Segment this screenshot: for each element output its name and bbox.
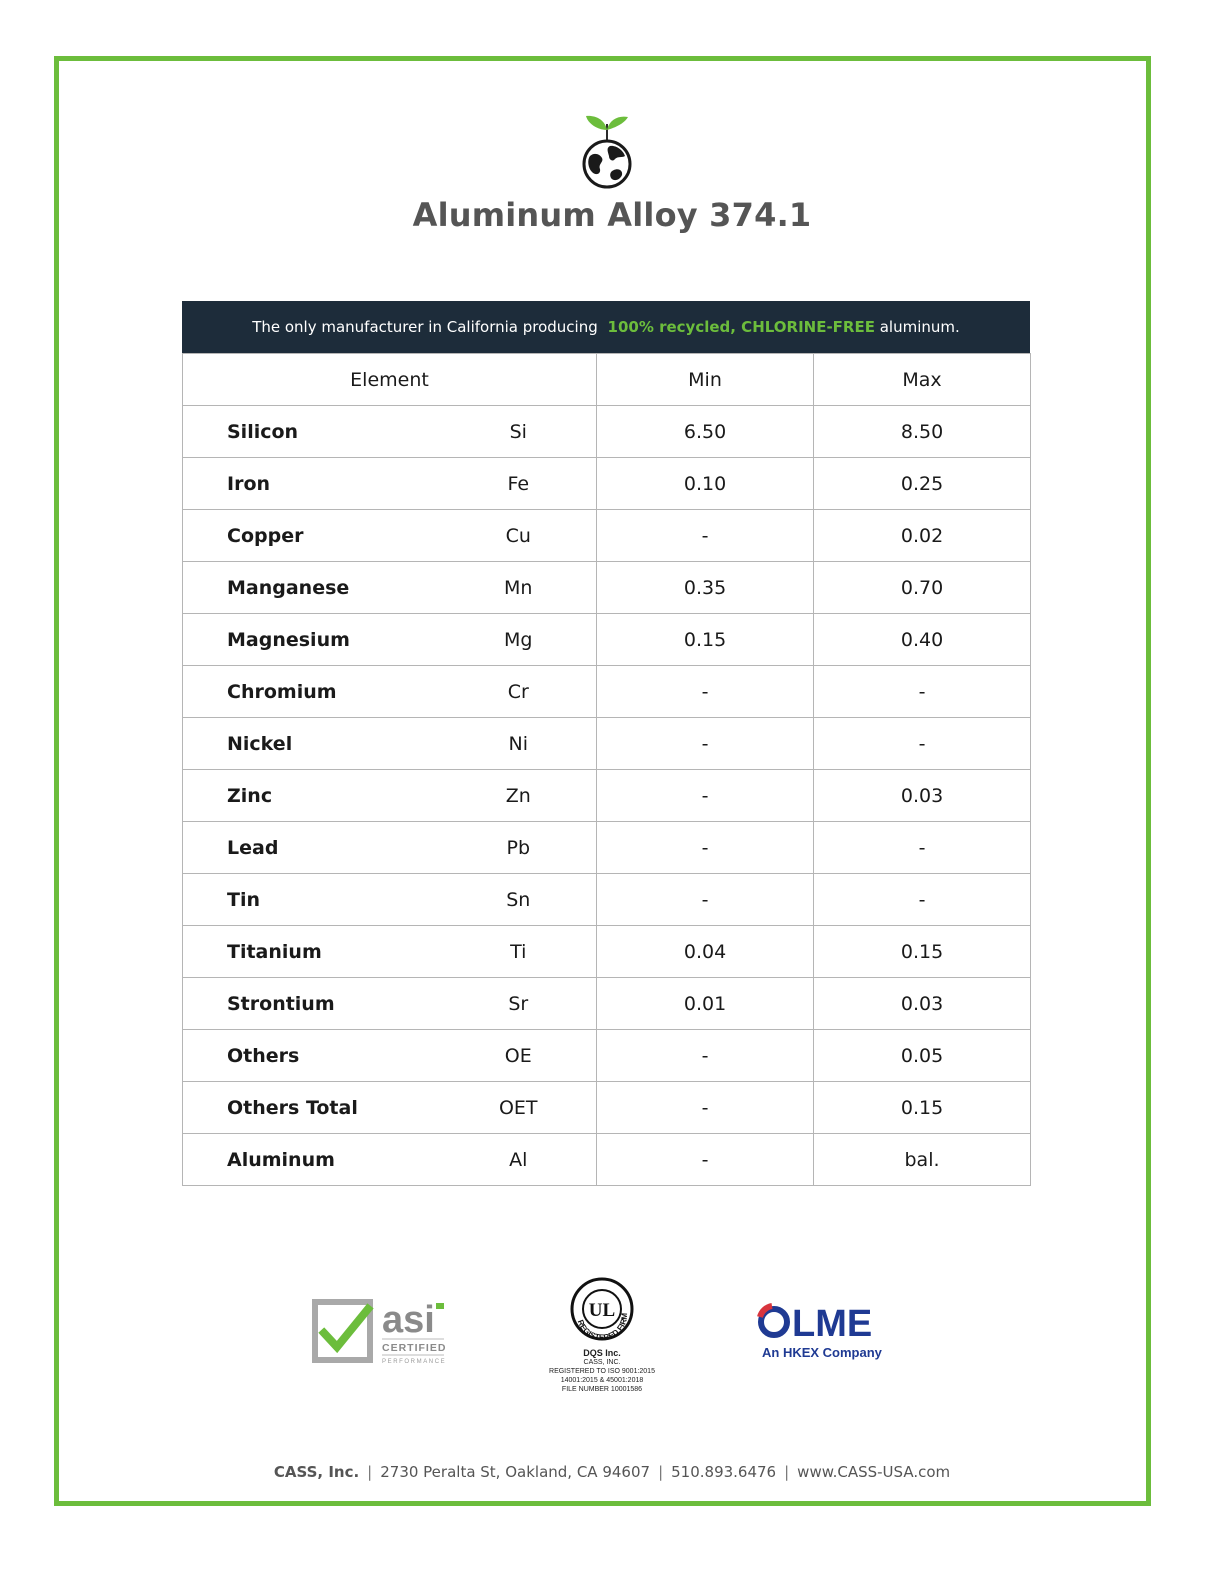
- min-value: -: [597, 770, 814, 822]
- max-value: 0.25: [814, 458, 1031, 510]
- asi-line1: CERTIFIED: [382, 1342, 447, 1354]
- ul-registered-firm-logo: [546, 1275, 658, 1391]
- footer-phone: 510.893.6476: [671, 1463, 777, 1481]
- element-name: Titanium: [183, 926, 441, 978]
- lme-tagline: An HKEX Company: [762, 1345, 882, 1360]
- banner-prefix: The only manufacturer in California producing: [252, 318, 603, 336]
- asi-word: asi: [382, 1299, 435, 1341]
- min-value: -: [597, 1134, 814, 1186]
- footer-separator: |: [784, 1463, 790, 1481]
- min-value: 0.04: [597, 926, 814, 978]
- element-name: Strontium: [183, 978, 441, 1030]
- element-name: Others Total: [183, 1082, 441, 1134]
- footer-company: CASS, Inc.: [273, 1463, 360, 1481]
- max-value: bal.: [814, 1134, 1031, 1186]
- table-header-row: [183, 354, 1031, 406]
- element-name: Aluminum: [183, 1134, 441, 1186]
- ul-ring-text: REGISTERED FIRM: [575, 1312, 630, 1343]
- element-symbol: Al: [441, 1134, 597, 1186]
- min-value: -: [597, 666, 814, 718]
- element-symbol: Mn: [441, 562, 597, 614]
- table-row: [183, 926, 1031, 978]
- header-max: Max: [814, 354, 1031, 406]
- max-value: 0.40: [814, 614, 1031, 666]
- table-row: [183, 614, 1031, 666]
- ul-caption: [546, 1349, 658, 1394]
- table-row: [183, 1082, 1031, 1134]
- max-value: 0.03: [814, 978, 1031, 1030]
- ul-caption-line: REGISTERED TO ISO 9001:2015: [549, 1368, 655, 1375]
- table-row: [183, 562, 1031, 614]
- footer-separator: |: [367, 1463, 373, 1481]
- element-name: Manganese: [183, 562, 441, 614]
- footer-address: 2730 Peralta St, Oakland, CA 94607: [380, 1463, 651, 1481]
- element-symbol: OE: [441, 1030, 597, 1082]
- element-symbol: Pb: [441, 822, 597, 874]
- banner-highlight: 100% recycled, CHLORINE-FREE: [607, 318, 875, 336]
- element-symbol: Si: [441, 406, 597, 458]
- min-value: 0.35: [597, 562, 814, 614]
- ul-caption-line: 14001:2015 & 45001:2018: [560, 1377, 644, 1384]
- element-symbol: Ti: [441, 926, 597, 978]
- banner-suffix: aluminum.: [874, 318, 960, 336]
- table-row: [183, 978, 1031, 1030]
- table-row: [183, 1030, 1031, 1082]
- element-symbol: Cu: [441, 510, 597, 562]
- header-element: Element: [183, 354, 597, 406]
- min-value: -: [597, 822, 814, 874]
- tagline-banner: [182, 301, 1030, 353]
- table-row: [183, 1134, 1031, 1186]
- ul-mark: UL: [588, 1300, 616, 1321]
- element-symbol: Zn: [441, 770, 597, 822]
- element-symbol: OET: [441, 1082, 597, 1134]
- element-name: Tin: [183, 874, 441, 926]
- element-symbol: Mg: [441, 614, 597, 666]
- min-value: -: [597, 1030, 814, 1082]
- element-name: Lead: [183, 822, 441, 874]
- element-name: Silicon: [183, 406, 441, 458]
- globe-sprout-icon: [578, 112, 636, 190]
- element-name: Nickel: [183, 718, 441, 770]
- max-value: 0.15: [814, 926, 1031, 978]
- asi-certified-logo: [312, 1299, 448, 1365]
- min-value: 0.01: [597, 978, 814, 1030]
- element-name: Zinc: [183, 770, 441, 822]
- certification-logos: [0, 1275, 1224, 1395]
- asi-line2: PERFORMANCE: [382, 1359, 447, 1365]
- header-min: Min: [597, 354, 814, 406]
- element-name: Magnesium: [183, 614, 441, 666]
- min-value: 0.10: [597, 458, 814, 510]
- element-name: Others: [183, 1030, 441, 1082]
- max-value: 0.70: [814, 562, 1031, 614]
- min-value: -: [597, 510, 814, 562]
- min-value: -: [597, 1082, 814, 1134]
- table-row: [183, 406, 1031, 458]
- page-title: Aluminum Alloy 374.1: [412, 196, 812, 234]
- composition-table: [182, 353, 1031, 1186]
- ul-caption-line: DQS Inc.: [583, 1348, 621, 1358]
- max-value: 0.15: [814, 1082, 1031, 1134]
- table-row: [183, 822, 1031, 874]
- max-value: 8.50: [814, 406, 1031, 458]
- footer-website[interactable]: www.CASS-USA.com: [797, 1463, 951, 1481]
- element-name: Chromium: [183, 666, 441, 718]
- ul-caption-line: CASS, INC.: [583, 1359, 621, 1366]
- table-row: [183, 510, 1031, 562]
- element-symbol: Ni: [441, 718, 597, 770]
- max-value: -: [814, 718, 1031, 770]
- max-value: -: [814, 874, 1031, 926]
- element-symbol: Fe: [441, 458, 597, 510]
- element-symbol: Cr: [441, 666, 597, 718]
- ul-seal-icon: [546, 1275, 658, 1347]
- min-value: 0.15: [597, 614, 814, 666]
- max-value: 0.02: [814, 510, 1031, 562]
- table-row: [183, 874, 1031, 926]
- element-symbol: Sr: [441, 978, 597, 1030]
- lme-logo: [754, 1299, 904, 1363]
- max-value: -: [814, 666, 1031, 718]
- footer-separator: |: [658, 1463, 664, 1481]
- footer-contact: [0, 1463, 1224, 1481]
- table-row: [183, 770, 1031, 822]
- element-symbol: Sn: [441, 874, 597, 926]
- max-value: -: [814, 822, 1031, 874]
- lme-word: LME: [792, 1303, 873, 1345]
- min-value: 6.50: [597, 406, 814, 458]
- max-value: 0.05: [814, 1030, 1031, 1082]
- table-row: [183, 718, 1031, 770]
- min-value: -: [597, 874, 814, 926]
- min-value: -: [597, 718, 814, 770]
- element-name: Copper: [183, 510, 441, 562]
- table-row: [183, 666, 1031, 718]
- element-name: Iron: [183, 458, 441, 510]
- table-row: [183, 458, 1031, 510]
- max-value: 0.03: [814, 770, 1031, 822]
- ul-caption-line: FILE NUMBER 10001586: [561, 1386, 643, 1393]
